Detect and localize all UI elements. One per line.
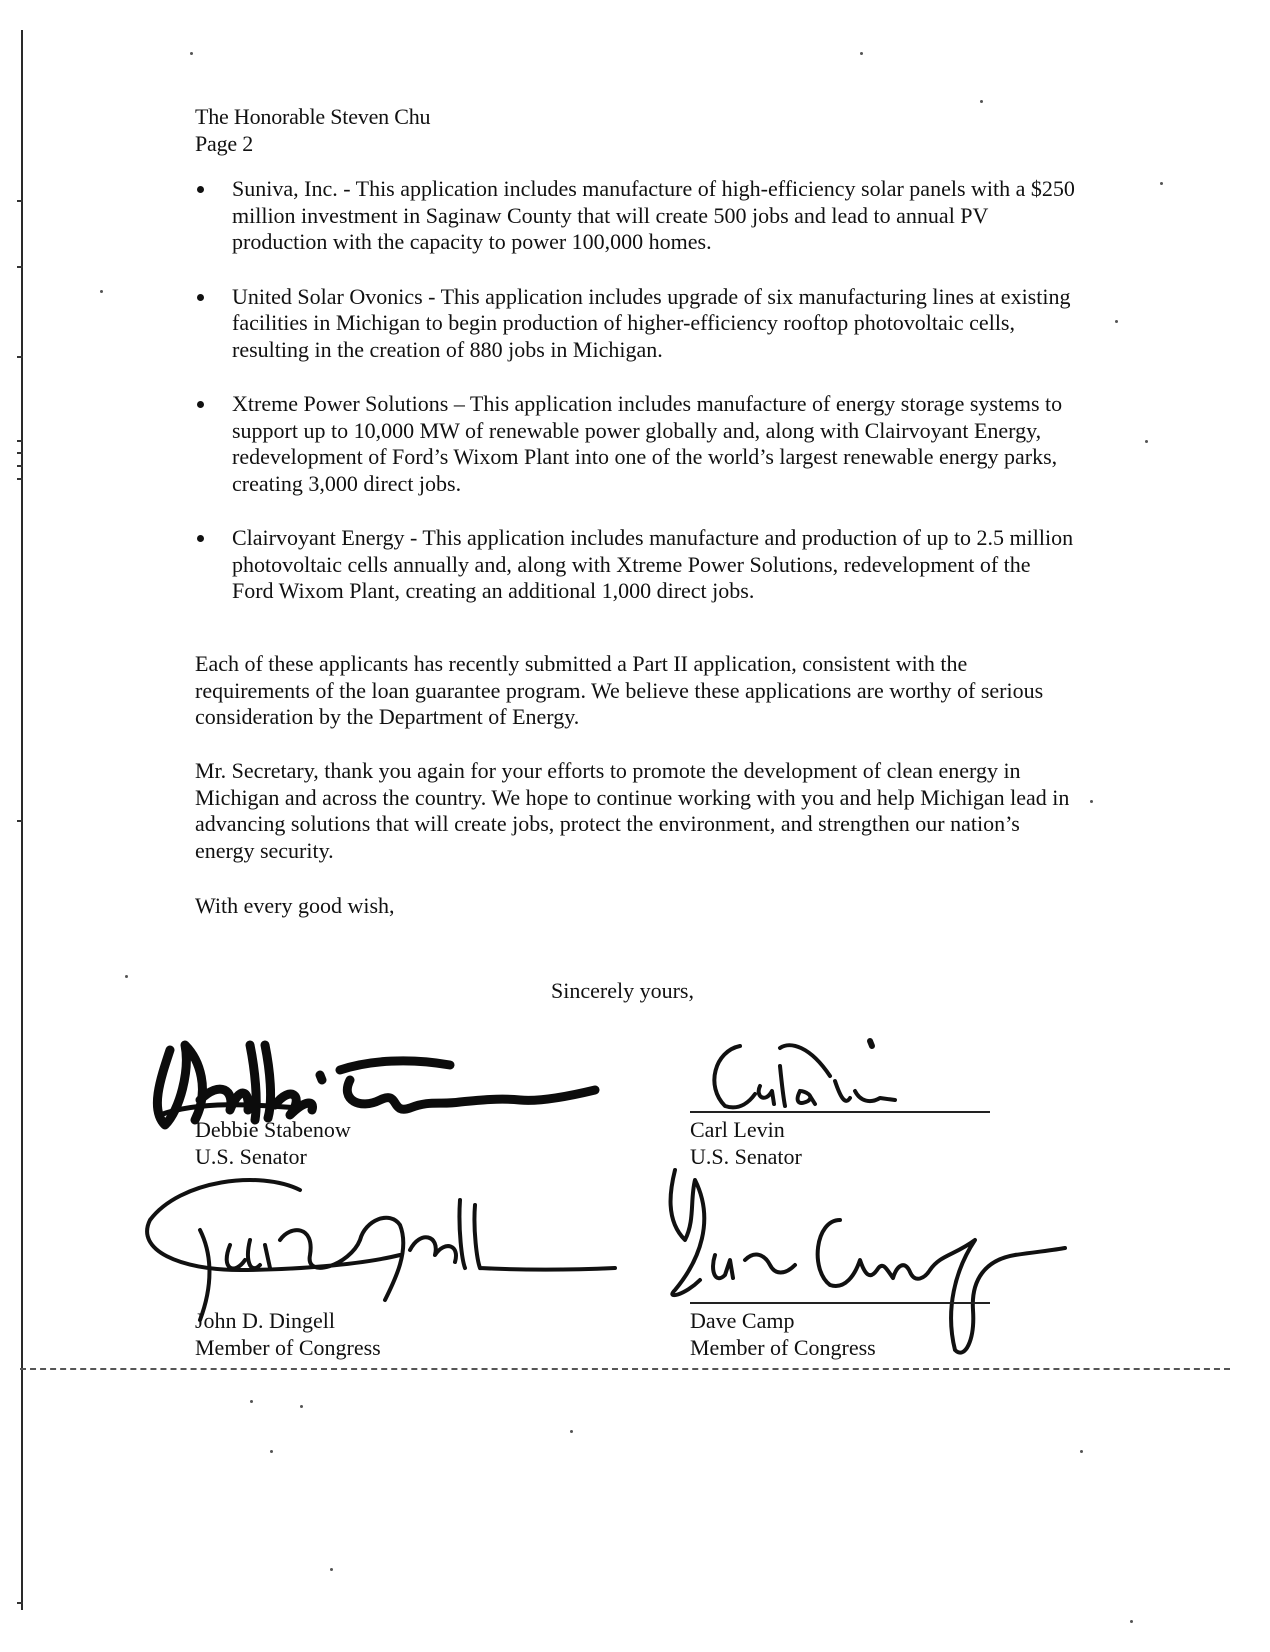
scan-speck — [1145, 440, 1148, 443]
valediction: With every good wish, — [195, 893, 395, 918]
page-number: Page 2 — [195, 130, 254, 156]
list-item — [195, 525, 1075, 605]
bullet-icon — [197, 186, 204, 193]
signature-levin — [690, 1036, 940, 1116]
edge-tick — [17, 478, 23, 480]
scan-speck — [270, 1450, 273, 1453]
signatory-name: Carl Levin — [690, 1117, 785, 1142]
signatory-name: Dave Camp — [690, 1308, 795, 1333]
list-item-text: Xtreme Power Solutions – This application includes manufacture of energy storage systems to support up to 10,000 MW of renewable power globally and, along with Clairvoyant Energy, redevelopment of Ford’s Wixom Plant into one of the world’s largest renewable energy parks, creating 3,000 direct jobs. — [232, 391, 1063, 496]
scan-speck — [100, 290, 103, 293]
list-item — [195, 176, 1075, 256]
signatory-title: U.S. Senator — [195, 1144, 307, 1169]
letter-header — [195, 104, 430, 157]
signatory-title: Member of Congress — [195, 1335, 381, 1360]
edge-tick — [17, 266, 23, 268]
edge-tick — [17, 356, 23, 358]
complimentary-close: Sincerely yours, — [551, 978, 694, 1003]
signatory-name: John D. Dingell — [195, 1308, 335, 1333]
scan-speck — [1080, 1450, 1083, 1453]
scan-speck — [980, 100, 983, 103]
signatory-dingell — [195, 1307, 381, 1361]
scan-speck — [190, 52, 193, 55]
applicant-list — [195, 176, 1075, 633]
bullet-icon — [197, 535, 204, 542]
signatory-stabenow — [195, 1116, 351, 1170]
signature-line — [690, 1111, 990, 1113]
list-item — [195, 284, 1075, 364]
scan-dashed-rule — [20, 1368, 1230, 1370]
scan-speck — [300, 1405, 303, 1408]
body-paragraph: Mr. Secretary, thank you again for your efforts to promote the development of clean energy in Michigan and across the country. We hope to continue working with you and help Michigan lead in advancing solutions that will create jobs, protect the environment, and strengthen our nation’s energy security. — [195, 758, 1070, 863]
signatory-title: U.S. Senator — [690, 1144, 802, 1169]
scan-speck — [1130, 1620, 1133, 1623]
signature-dingell — [140, 1170, 620, 1330]
scan-speck — [570, 1430, 573, 1433]
scan-speck — [860, 52, 863, 55]
scan-speck — [330, 1568, 333, 1571]
edge-tick — [17, 440, 23, 442]
edge-tick — [17, 465, 23, 467]
list-item — [195, 391, 1075, 497]
scan-speck — [1090, 800, 1093, 803]
scan-speck — [125, 975, 128, 978]
body-paragraph: Each of these applicants has recently submitted a Part II application, consistent with the requirements of the loan guarantee program. We believe these applications are worthy of serious consideration by the Department of Energy. — [195, 651, 1044, 729]
list-item-text: United Solar Ovonics - This application includes upgrade of six manufacturing lines at existing facilities in Michigan to begin production of higher-efficiency rooftop photovoltaic cells, resulting in the creation of 880 jobs in Michigan. — [232, 283, 1071, 362]
signature-line — [690, 1302, 990, 1304]
list-item-text: Clairvoyant Energy - This application includes manufacture and production of up to 2.5 million photovoltaic cells annually and, along with Xtreme Power Solutions, redevelopment of the Ford Wixom Plant, creating an additional 1,000 direct jobs. — [232, 525, 1074, 603]
edge-tick — [17, 1602, 23, 1604]
edge-tick — [17, 452, 23, 454]
signatory-name: Debbie Stabenow — [195, 1117, 351, 1142]
signatory-title: Member of Congress — [690, 1335, 876, 1360]
list-item-text: Suniva, Inc. - This application includes manufacture of high-efficiency solar panels with a $250 million investment in Saginaw County that will create 500 jobs and lead to annual PV production with the capacity to power 100,000 homes. — [232, 176, 1075, 254]
edge-tick — [17, 200, 23, 202]
bullet-icon — [197, 401, 204, 408]
scan-speck — [1160, 182, 1163, 185]
edge-tick — [17, 820, 23, 822]
scan-speck — [250, 1400, 253, 1403]
scan-speck — [1115, 320, 1118, 323]
recipient-line: The Honorable Steven Chu — [195, 104, 431, 129]
bullet-icon — [197, 294, 204, 301]
signatory-camp — [690, 1307, 876, 1361]
